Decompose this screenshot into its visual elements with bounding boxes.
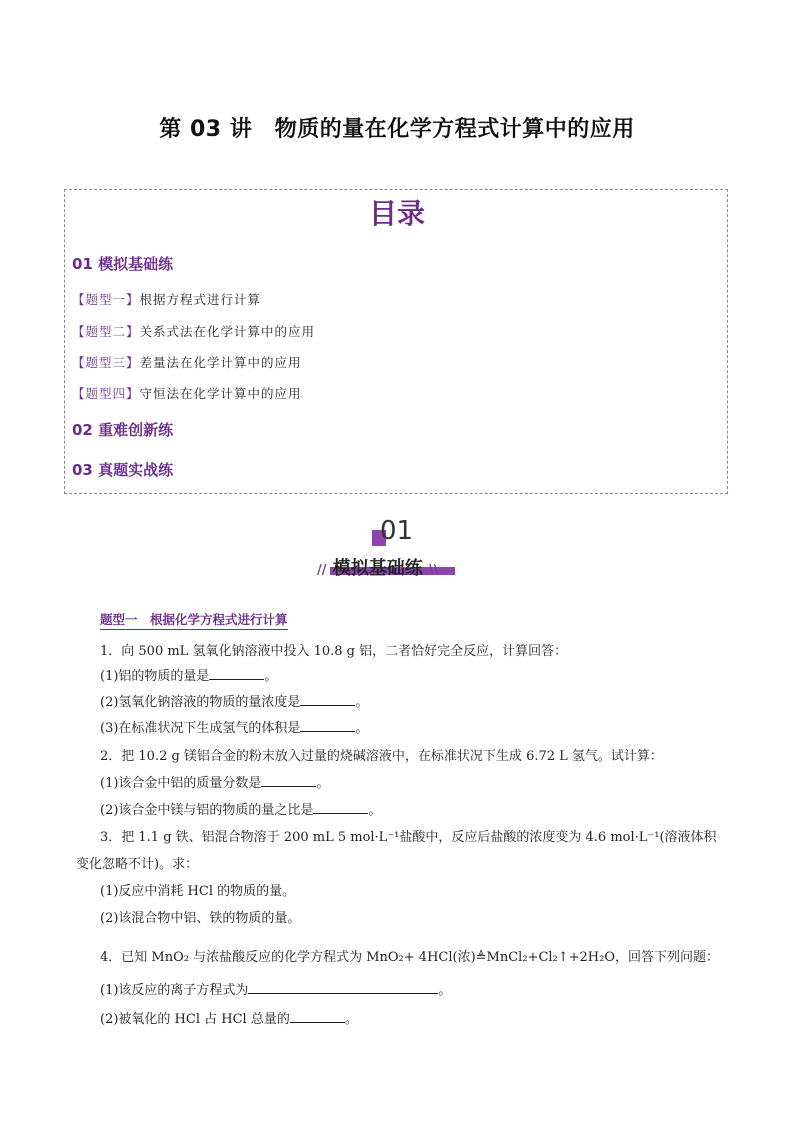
answer-blank[interactable] [209,667,264,680]
period: 。 [438,983,452,998]
q1-part3-text: (3)在标准状况下生成氢气的体积是 [100,721,301,736]
q4-part2-text: (2)被氧化的 HCl 占 HCl 总量的 [100,1012,290,1027]
page-title: 第 03 讲 物质的量在化学方程式计算中的应用 [159,117,635,142]
section-number: 01 [380,516,414,546]
q4-part1 [100,979,451,998]
q4-stem: 4．已知 MnO₂ 与浓盐酸反应的化学方程式为 MnO₂+ 4HCl(浓)≜MnCl₂+Cl₂↑+2H₂O，回答下列问题： [100,950,720,965]
toc-type-3[interactable] [72,353,302,371]
q1-stem: 1．向 500 mL 氢氧化钠溶液中投入 10.8 g 铝，二者恰好完全反应，计算回答： [100,644,568,659]
toc-type-text: 差量法在化学计算中的应用 [139,355,302,370]
q4-part1-text: (1)该反应的离子方程式为 [100,983,249,998]
toc-type-4[interactable] [72,384,302,402]
q3-part2: (2)该混合物中铝、铁的物质的量。 [100,911,301,926]
q3-stem-line1: 3．把 1.1 g 铁、铝混合物溶于 200 mL 5 mol·L⁻¹盐酸中，反应后盐酸的浓度变为 4.6 mol·L⁻¹(溶液体积 [100,830,717,845]
toc-section-03[interactable]: 03 真题实战练 [72,461,174,479]
answer-blank[interactable] [300,693,355,706]
answer-blank[interactable] [300,719,355,732]
toc-box [64,189,728,494]
q1-part1-text: (1)铝的物质的量是 [100,669,210,684]
answer-blank[interactable] [248,981,438,994]
section-title-banner [317,554,439,580]
toc-type-text: 守恒法在化学计算中的应用 [139,386,302,401]
deco-right: \\ [429,563,439,578]
toc-type-2[interactable] [72,322,315,340]
answer-blank[interactable] [313,801,368,814]
period: 。 [264,669,278,684]
q2-part2 [100,799,381,818]
q4-part2 [100,1008,358,1027]
q1-part2-text: (2)氢氧化钠溶液的物质的量浓度是 [100,695,301,710]
section-title: 模拟基础练 [332,558,423,579]
toc-heading: 目录 [368,197,425,230]
period: 。 [316,776,330,791]
q1-part1 [100,665,277,684]
deco-left: // [317,563,327,578]
answer-blank[interactable] [290,1010,345,1023]
period: 。 [368,803,382,818]
period: 。 [355,695,369,710]
q3-stem-line2: 变化忽略不计)。求： [76,857,199,872]
toc-type-bracket: 【题型三】 [72,355,140,370]
toc-type-bracket: 【题型一】 [72,292,140,307]
toc-type-bracket: 【题型二】 [72,324,140,339]
q1-part3 [100,717,368,736]
q2-part1-text: (1)该合金中铝的质量分数是 [100,776,262,791]
period: 。 [355,721,369,736]
answer-blank[interactable] [261,774,316,787]
question-type-label: 题型一 根据化学方程式进行计算 [100,610,288,630]
toc-section-01[interactable]: 01 模拟基础练 [72,255,174,273]
q2-part2-text: (2)该合金中镁与铝的物质的量之比是 [100,803,314,818]
toc-type-text: 根据方程式进行计算 [139,292,262,307]
toc-type-text: 关系式法在化学计算中的应用 [139,324,316,339]
period: 。 [344,1012,358,1027]
q2-part1 [100,772,329,791]
q2-stem: 2．把 10.2 g 镁铝合金的粉末放入过量的烧碱溶液中，在标准状况下生成 6.72 L 氢气。试计算： [100,749,663,764]
q3-part1: (1)反应中消耗 HCl 的物质的量。 [100,884,296,899]
toc-type-1[interactable] [72,290,261,308]
q1-part2 [100,691,368,710]
toc-type-bracket: 【题型四】 [72,386,140,401]
toc-section-02[interactable]: 02 重难创新练 [72,421,174,439]
